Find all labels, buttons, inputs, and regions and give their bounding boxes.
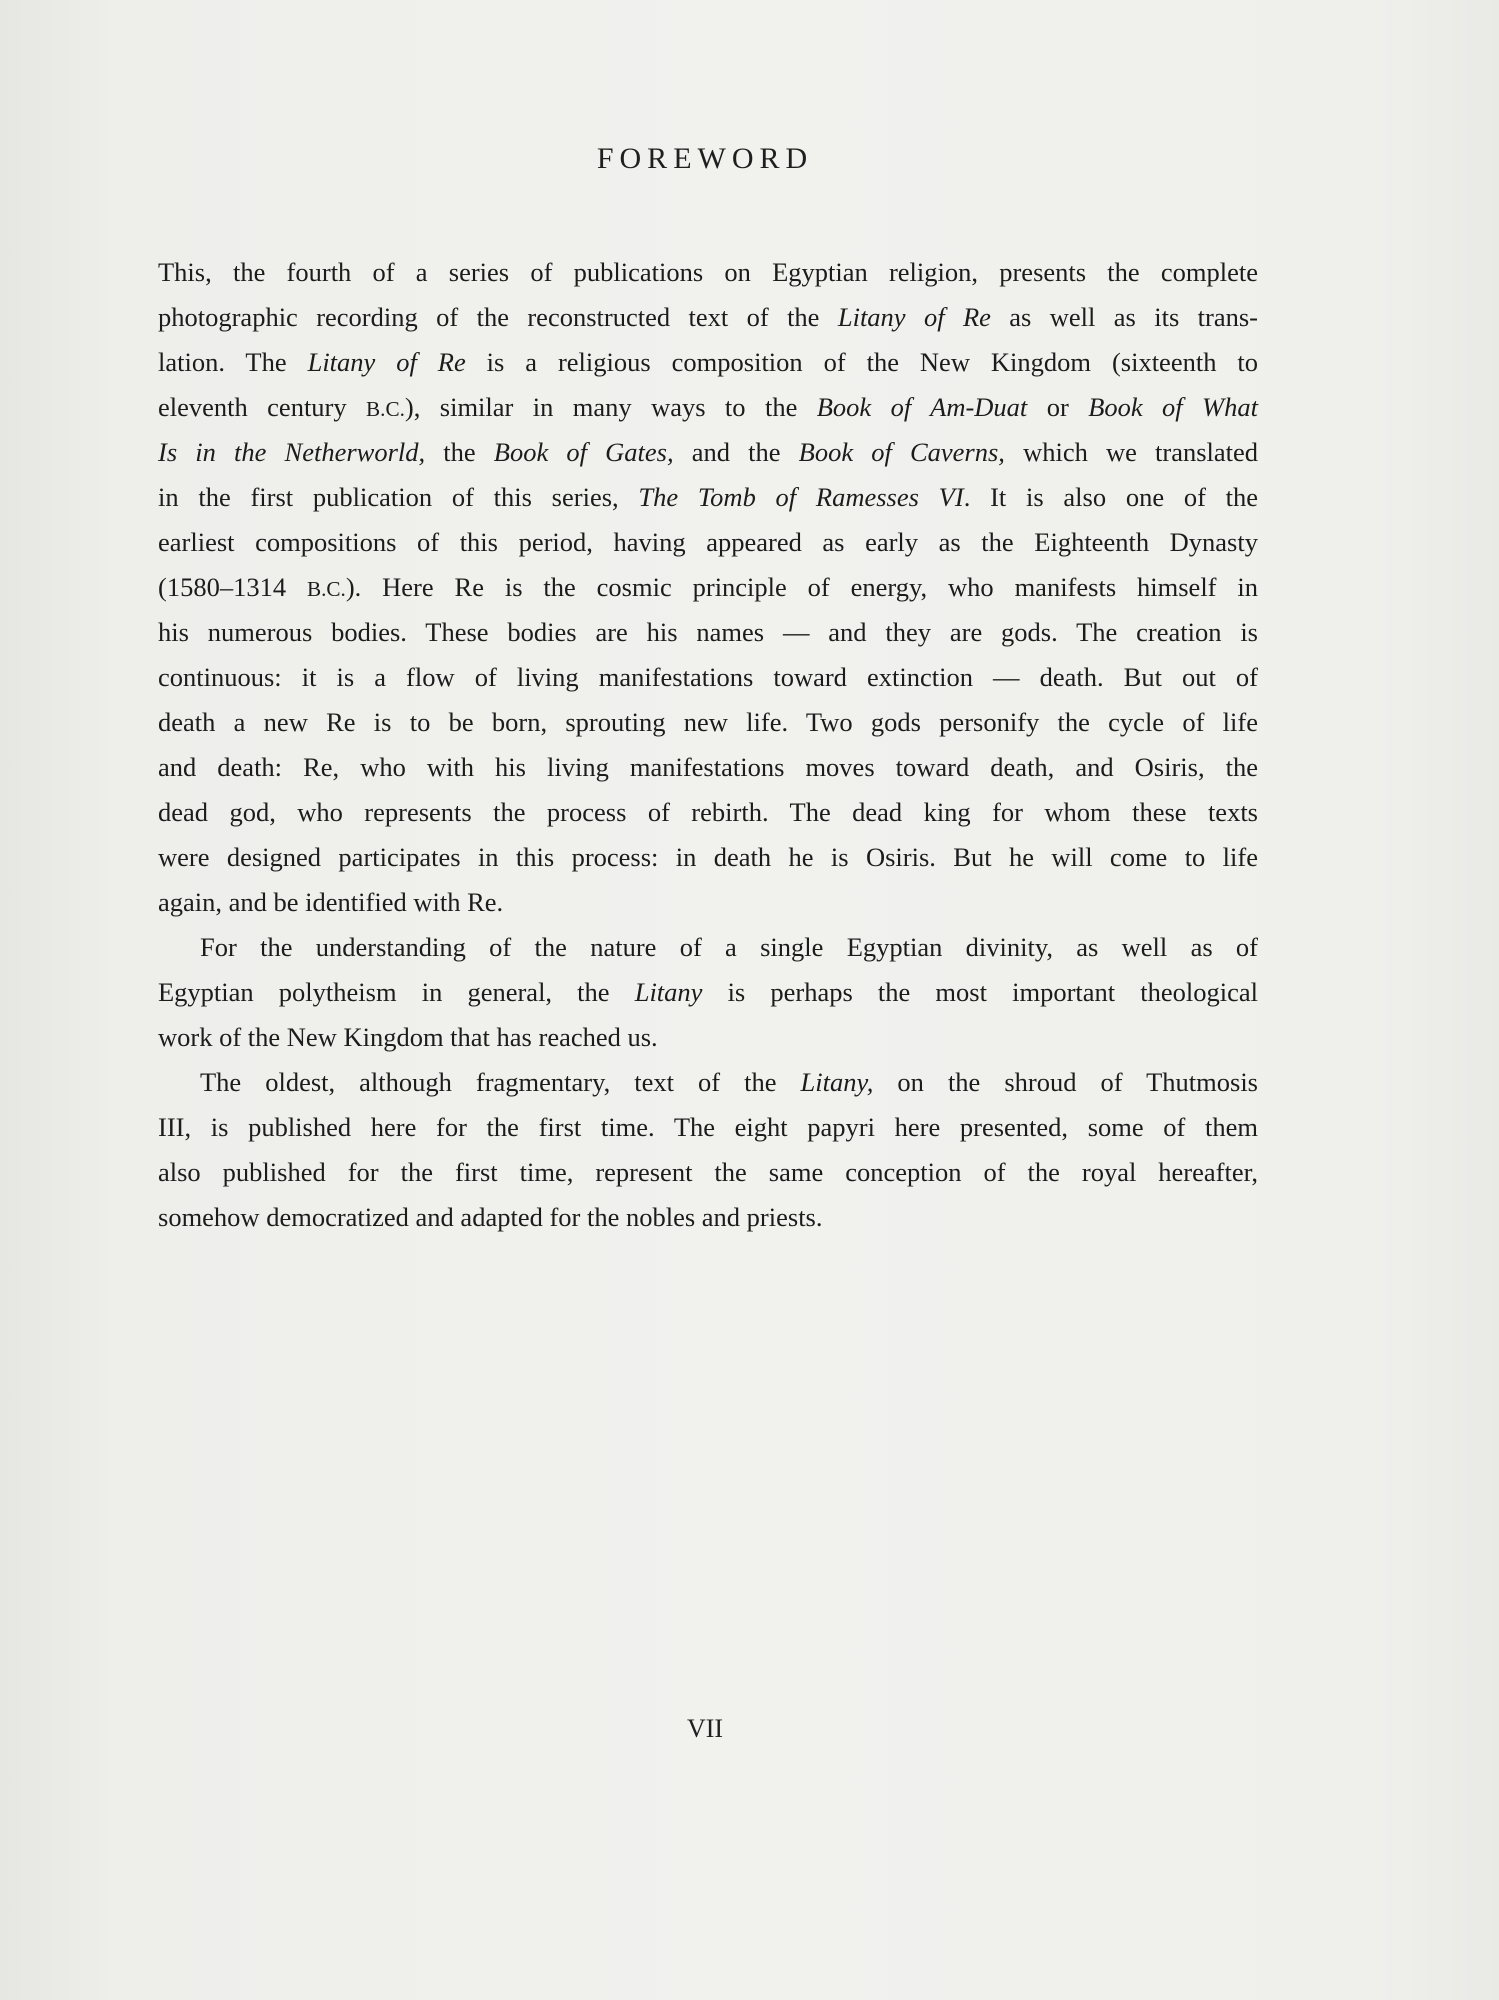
text-run: his numerous bodies. These bodies are his names — and they are gods. The creation is: [158, 617, 1258, 647]
text-run: in the first publication of this series,: [158, 482, 639, 512]
text-run: For the understanding of the nature of a single Egyptian divinity, as well as of: [200, 932, 1258, 962]
text-line: [158, 970, 1258, 1015]
text-run: which we translated: [1004, 437, 1259, 467]
text-line: [158, 880, 1258, 925]
text-run: also published for the first time, represent the same conception of the royal hereafter,: [158, 1157, 1258, 1187]
text-run: Egyptian polytheism in general, the: [158, 977, 635, 1007]
text-line: [158, 565, 1258, 610]
text-line: [158, 475, 1258, 520]
text-line: [158, 385, 1258, 430]
text-run: work of the New Kingdom that has reached us.: [158, 1022, 658, 1052]
text-line: [158, 700, 1258, 745]
text-run: . It is also one of the: [963, 482, 1259, 512]
italic-title: Litany of Re: [307, 347, 466, 377]
text-line: [158, 1105, 1258, 1150]
italic-title: Book of What: [1088, 392, 1258, 422]
text-run: (1580–1314: [158, 572, 307, 602]
text-line: [158, 430, 1258, 475]
text-run: dead god, who represents the process of rebirth. The dead king for whom these texts: [158, 797, 1258, 827]
text-run: ), similar in many ways to the: [404, 392, 817, 422]
italic-title: Book of Caverns,: [798, 437, 1005, 467]
text-run: and the: [673, 437, 799, 467]
text-run: again, and be identified with Re.: [158, 887, 504, 917]
text-line: [158, 745, 1258, 790]
text-run: III, is published here for the first time. The eight papyri here presented, some of them: [158, 1112, 1258, 1142]
text-run: as well as its trans-: [990, 302, 1258, 332]
text-run: death a new Re is to be born, sprouting new life. Two gods personify the cycle of life: [158, 707, 1258, 737]
foreword-body: [158, 250, 1258, 1240]
text-line: [158, 520, 1258, 565]
text-run: This, the fourth of a series of publications on Egyptian religion, presents the complete: [158, 257, 1258, 287]
text-run: or: [1027, 392, 1089, 422]
text-run: is perhaps the most important theological: [702, 977, 1258, 1007]
text-line: [158, 250, 1258, 295]
text-run: lation. The: [158, 347, 308, 377]
text-run: on the shroud of Thutmosis: [873, 1067, 1258, 1097]
text-line: [158, 340, 1258, 385]
text-line: [158, 1060, 1258, 1105]
text-run: is a religious composition of the New Kingdom (sixteenth to: [465, 347, 1258, 377]
text-line: [158, 790, 1258, 835]
italic-title: Litany,: [800, 1067, 874, 1097]
italic-title: Book of Gates,: [493, 437, 674, 467]
text-run: ). Here Re is the cosmic principle of energy, who manifests himself in: [345, 572, 1258, 602]
page-number: VII: [686, 1714, 724, 1743]
text-run: and death: Re, who with his living manifestations moves toward death, and Osiris, the: [158, 752, 1258, 782]
text-line: [158, 655, 1258, 700]
paragraph: [158, 1060, 1258, 1240]
italic-title: Litany of Re: [837, 302, 991, 332]
text-run: photographic recording of the reconstructed text of the: [158, 302, 838, 332]
text-run: continuous: it is a flow of living manifestations toward extinction — death. But out of: [158, 662, 1258, 692]
small-caps-era: B.C.: [306, 577, 346, 601]
text-line: [158, 295, 1258, 340]
text-run: eleventh century: [158, 392, 367, 422]
text-line: [158, 610, 1258, 655]
paragraph: [158, 925, 1258, 1060]
text-line: [158, 1015, 1258, 1060]
text-line: [158, 925, 1258, 970]
paragraph: [158, 250, 1258, 925]
italic-title: Litany: [634, 977, 703, 1007]
italic-title: Is in the Netherworld,: [158, 437, 426, 467]
text-line: [158, 835, 1258, 880]
text-run: were designed participates in this process: in death he is Osiris. But he will come to life: [158, 842, 1258, 872]
page-heading: FOREWORD: [596, 142, 814, 175]
text-run: the: [425, 437, 494, 467]
small-caps-era: B.C.: [366, 397, 405, 421]
text-line: [158, 1195, 1258, 1240]
text-run: The oldest, although fragmentary, text of the: [200, 1067, 801, 1097]
text-line: [158, 1150, 1258, 1195]
italic-title: Book of Am-Duat: [816, 392, 1028, 422]
italic-title: The Tomb of Ramesses VI: [638, 482, 964, 512]
text-run: earliest compositions of this period, having appeared as early as the Eighteenth Dynasty: [158, 527, 1258, 557]
text-run: somehow democratized and adapted for the nobles and priests.: [158, 1202, 823, 1232]
